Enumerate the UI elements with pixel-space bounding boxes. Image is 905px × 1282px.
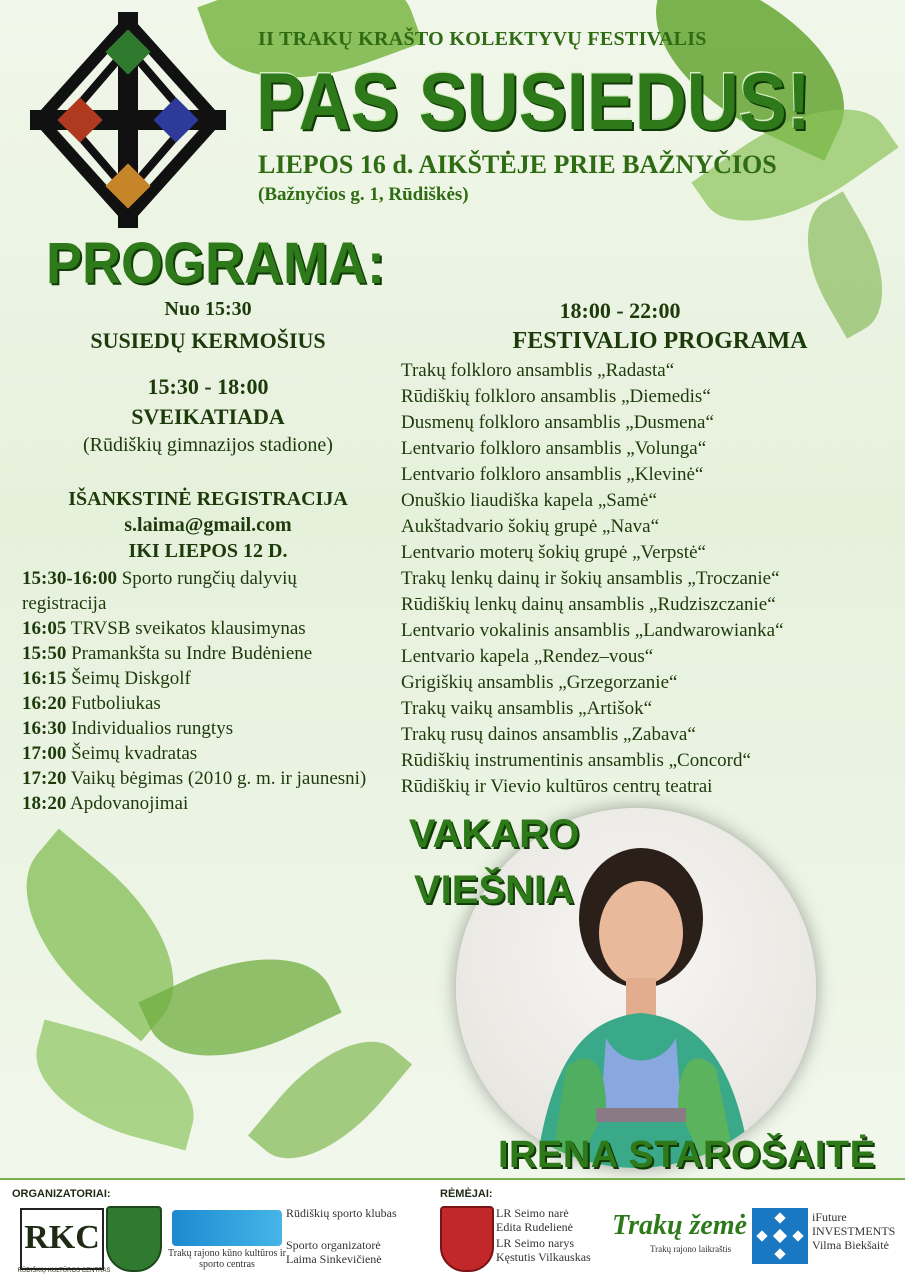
guest-label-line1: VAKARO (408, 812, 580, 856)
list-item: Onuškio liaudiška kapela „Samė“ (401, 490, 657, 511)
ifuture-logo-icon (752, 1208, 808, 1264)
municipality-crest-icon (106, 1206, 162, 1272)
trakai-crest-icon (440, 1206, 494, 1272)
list-item: Lentvario folkloro ansamblis „Klevinė“ (401, 464, 704, 485)
list-item: Rūdiškių folkloro ansamblis „Diemedis“ (401, 386, 711, 407)
sveikatiada-schedule (22, 566, 382, 816)
registration-title: IŠANKSTINĖ REGISTRACIJA (68, 488, 348, 510)
organizers-label: ORGANIZATORIAI: (12, 1188, 111, 1200)
paper-name: Trakų žemė (612, 1210, 748, 1241)
organizer-role: Sporto organizatorė (286, 1238, 381, 1252)
rkc-logo: RKC (20, 1208, 104, 1270)
sport-center-logo (172, 1210, 282, 1246)
sport-center-caption: Trakų rajono kūno kultūros ir sporto centras (168, 1248, 286, 1270)
kermosius-title: SUSIEDŲ KERMOŠIUS (90, 328, 326, 353)
ifuture-line2: INVESTMENTS (812, 1224, 896, 1238)
event-date-place: LIEPOS 16 d. AIKŠTĖJE PRIE BAŽNYČIOS (258, 150, 777, 179)
list-item: Lentvario moterų šokių grupė „Verpstė“ (401, 542, 706, 563)
list-item: Rūdiškių instrumentinis ansamblis „Concord“ (401, 750, 751, 771)
event-address: (Bažnyčios g. 1, Rūdiškės) (258, 184, 469, 205)
list-item: Trakų vaikų ansamblis „Artišok“ (401, 698, 653, 719)
list-item: Lentvario kapela „Rendez–vous“ (401, 646, 654, 667)
list-item: Trakų folkloro ansamblis „Radasta“ (401, 360, 675, 381)
paper-caption: Trakų rajono laikraštis (650, 1244, 732, 1254)
list-item: Trakų rusų dainos ansamblis „Zabava“ (401, 724, 696, 745)
ifuture-name: Vilma Biekšaitė (812, 1238, 889, 1252)
list-item: Grigiškių ansamblis „Grzegorzanie“ (401, 672, 678, 693)
schedule-item: 16:05 TRVSB sveikatos klausimynas (22, 618, 306, 639)
schedule-item: 17:00 Šeimų kvadratas (22, 743, 198, 764)
schedule-item: 15:30-16:00 Sporto rungčių dalyvių registracija (22, 568, 297, 614)
list-item: Lentvario vokalinis ansamblis „Landwarowianka“ (401, 620, 784, 641)
programa-heading: PROGRAMA: (46, 231, 385, 296)
sponsor2-name: Kęstutis Vilkauskas (496, 1250, 591, 1264)
sponsor1-name: Edita Rudelienė (496, 1220, 573, 1234)
schedule-item: 18:20 Apdovanojimai (22, 793, 189, 814)
sponsors-label: RĖMĖJAI: (440, 1188, 493, 1200)
list-item: Rūdiškių lenkų dainų ansamblis „Rudziszczanie“ (401, 594, 776, 615)
ifuture-line1: iFuture (812, 1210, 847, 1224)
schedule-item: 16:30 Individualios rungtys (22, 718, 234, 739)
list-item: Rūdiškių ir Vievio kultūros centrų teatrai (401, 776, 713, 797)
footer (0, 1178, 905, 1282)
sveikatiada-time: 15:30 - 18:00 (147, 374, 269, 399)
festival-logo (30, 12, 226, 228)
guest-label-line2: VIEŠNIA (413, 868, 575, 912)
rkc-caption: RŪDIŠKIŲ KULTŪROS CENTRAS (17, 1268, 111, 1274)
festival-program-title: FESTIVALIO PROGRAMA (512, 328, 808, 354)
schedule-item: 17:20 Vaikų bėgimas (2010 g. m. ir jaunesni) (22, 768, 367, 789)
schedule-item: 16:20 Futboliukas (22, 693, 161, 714)
sport-club: Rūdiškių sporto klubas (286, 1206, 397, 1220)
sponsor2-role: LR Seimo narys (496, 1236, 574, 1250)
registration-email[interactable]: s.laima@gmail.com (124, 514, 292, 536)
festival-program-list (401, 358, 784, 800)
sveikatiada-title: SVEIKATIADA (131, 404, 285, 429)
list-item: Trakų lenkų dainų ir šokių ansamblis „Troczanie“ (401, 568, 780, 589)
festival-time: 18:00 - 22:00 (559, 298, 681, 323)
kermosius-time: Nuo 15:30 (164, 298, 252, 320)
list-item: Lentvario folkloro ansamblis „Volunga“ (401, 438, 707, 459)
guest-name: IRENA STAROŠAITĖ (498, 1134, 876, 1176)
sveikatiada-place: (Rūdiškių gimnazijos stadione) (83, 434, 333, 456)
list-item: Dusmenų folkloro ansamblis „Dusmena“ (401, 412, 714, 433)
page-title: PAS SUSIEDUS! (256, 57, 811, 147)
festival-subtitle: II TRAKŲ KRAŠTO KOLEKTYVŲ FESTIVALIS (258, 28, 707, 50)
guest-label (404, 806, 584, 918)
registration-deadline: IKI LIEPOS 12 D. (128, 540, 288, 562)
leaf-decoration (138, 926, 341, 1088)
list-item: Aukštadvario šokių grupė „Nava“ (401, 516, 660, 537)
schedule-item: 16:15 Šeimų Diskgolf (22, 668, 191, 689)
sponsor1-role: LR Seimo narė (496, 1206, 569, 1220)
organizer-name: Laima Sinkevičienė (286, 1252, 382, 1266)
schedule-item: 15:50 Pramankšta su Indre Budėniene (22, 643, 313, 664)
